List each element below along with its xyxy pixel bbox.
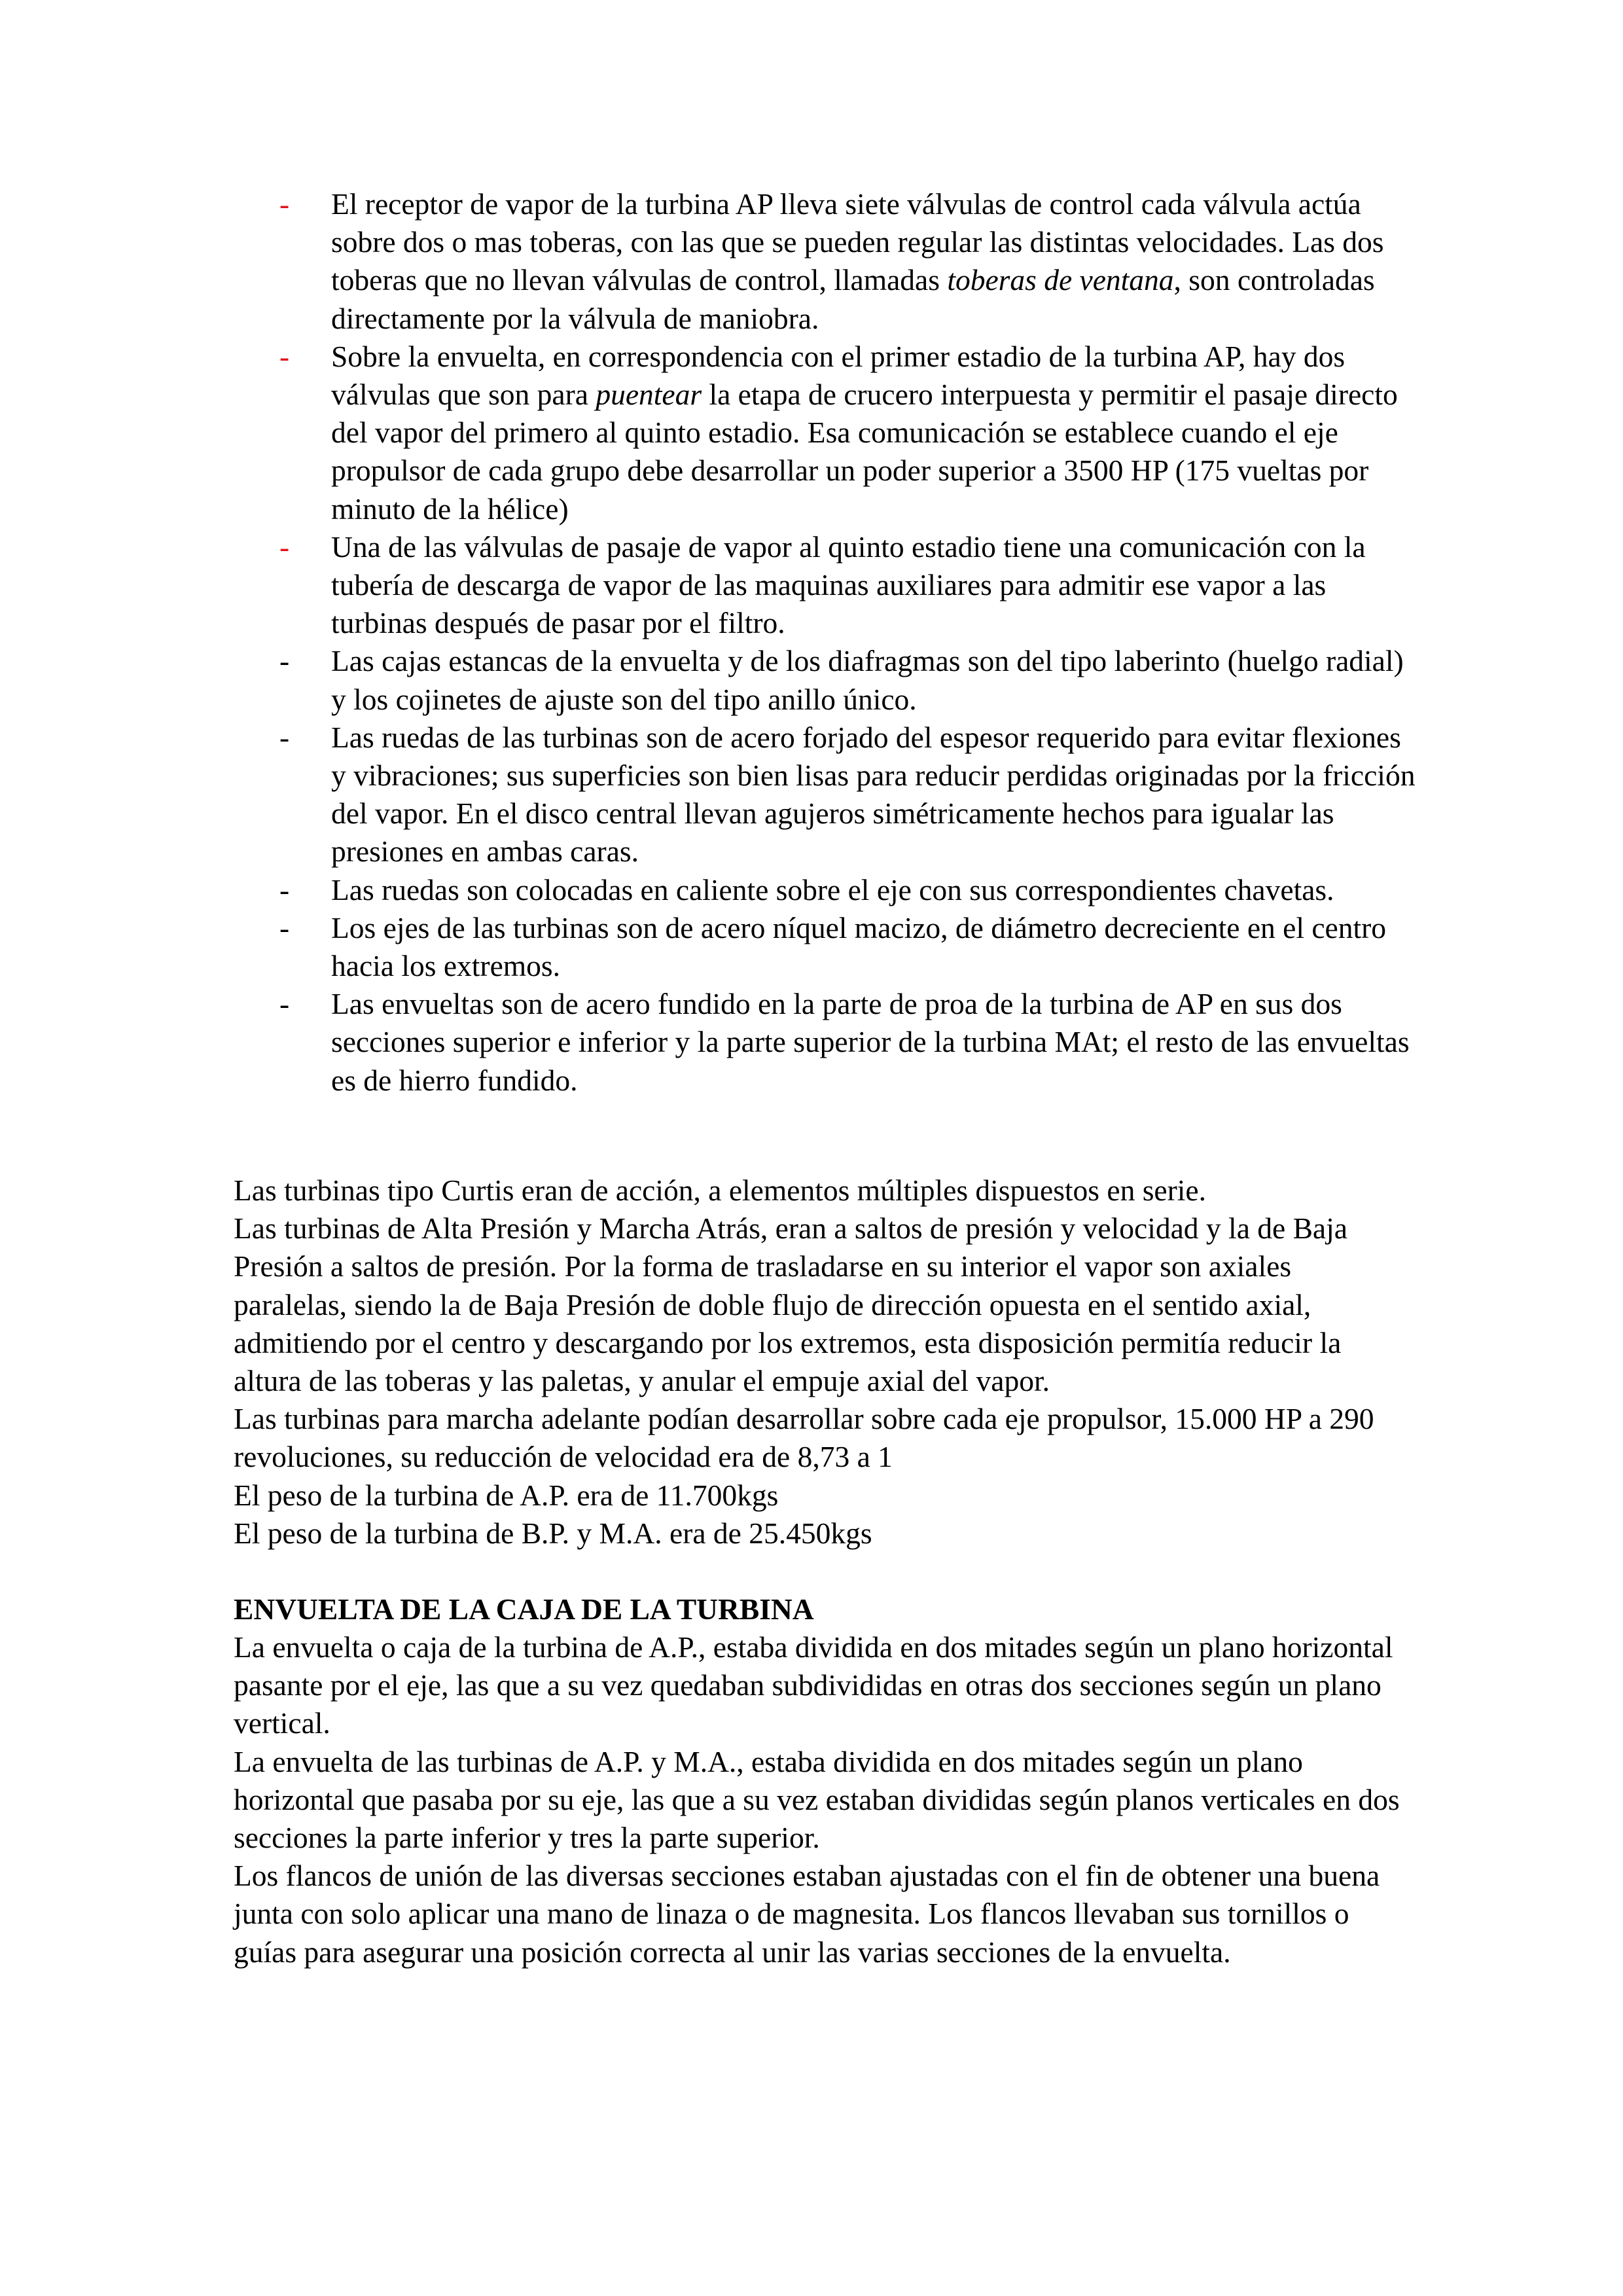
bullet-dash: -	[279, 910, 290, 944]
bullet-item	[0, 338, 1418, 528]
bullet-dash: -	[279, 720, 290, 754]
paragraph: Las turbinas de Alta Presión y Marcha Atrás, eran a saltos de presión y velocidad y la de Baja Presión a saltos de presión. Por la forma de trasladarse en su interior el vapor son axiales paralelas, siendo la de Baja Presión de doble flujo de dirección opuesta en el sentido axial, admitiendo por el centro y descargando por los extremos, esta disposición permitía reducir la altura de las toberas y las paletas, y anular el empuje axial del vapor.	[234, 1211, 1347, 1398]
bullet-text: El receptor de vapor de la turbina AP lleva siete válvulas de control cada válvula actúa sobre dos o mas toberas, con las que se pueden regular las distintas velocidades. Las dos toberas que no llevan válvulas de control, llamadas	[331, 187, 1384, 297]
bullet-item	[0, 985, 1418, 1100]
section-heading: ENVUELTA DE LA CAJA DE LA TURBINA	[234, 1592, 814, 1626]
bullet-item	[0, 909, 1418, 985]
paragraph: La envuelta de las turbinas de A.P. y M.A., estaba dividida en dos mitades según un plano horizontal que pasaba por su eje, las que a su vez estaban divididas según planos verticales en dos secciones la parte inferior y tres la parte superior.	[234, 1744, 1400, 1855]
bullet-text: Las envueltas son de acero fundido en la parte de proa de la turbina de AP en sus dos secciones superior e inferior y la parte superior de la turbina MAt; el resto de las envueltas es de hierro fundido.	[331, 987, 1410, 1097]
paragraph: La envuelta o caja de la turbina de A.P., estaba dividida en dos mitades según un plano horizontal pasante por el eje, las que a su vez quedaban subdivididas en otras dos secciones según un plano vertical.	[234, 1630, 1393, 1740]
casing-description-block	[234, 1628, 1412, 1971]
bullet-dash: -	[279, 529, 290, 564]
bullet-emphasis: toberas de ventana	[947, 263, 1174, 297]
bullet-text-tail: la etapa de crucero interpuesta y permitir el pasaje directo del vapor del primero al quinto estadio. Esa comunicación se establece cuando el eje propulsor de cada grupo debe desarrollar un poder superior a 3500 HP (175 vueltas por minuto de la hélice)	[331, 378, 1398, 526]
bullet-item	[0, 185, 1418, 338]
bullet-text-tail: , son controladas directamente por la válvula de maniobra.	[331, 263, 1375, 335]
bullet-text: Las cajas estancas de la envuelta y de los diafragmas son del tipo laberinto (huelgo radial) y los cojinetes de ajuste son del tipo anillo único.	[331, 644, 1404, 716]
bullet-dash: -	[279, 987, 290, 1021]
bullet-text: Sobre la envuelta, en correspondencia con el primer estadio de la turbina AP, hay dos válvulas que son para	[331, 339, 1346, 412]
bullet-item	[0, 719, 1418, 871]
paragraph: El peso de la turbina de B.P. y M.A. era de 25.450kgs	[234, 1516, 872, 1550]
turbine-description-block	[234, 1172, 1412, 1552]
bullet-text: Una de las válvulas de pasaje de vapor al quinto estadio tiene una comunicación con la tubería de descarga de vapor de las maquinas auxiliares para admitir ese vapor a las turbinas después de pasar por el filtro.	[331, 529, 1366, 640]
bullet-emphasis: puentear	[596, 378, 702, 412]
bullet-text: Los ejes de las turbinas son de acero níquel macizo, de diámetro decreciente en el centro hacia los extremos.	[331, 910, 1387, 983]
paragraph: Los flancos de unión de las diversas secciones estaban ajustadas con el fin de obtener una buena junta con solo aplicar una mano de linaza o de magnesita. Los flancos llevaban sus tornillos o guías para asegurar una posición correcta al unir las varias secciones de la envuelta.	[234, 1859, 1380, 1969]
bullet-item	[0, 528, 1418, 643]
bullet-text: Las ruedas son colocadas en caliente sobre el eje con sus correspondientes chavetas.	[331, 872, 1334, 906]
paragraph: Las turbinas tipo Curtis eran de acción, a elementos múltiples dispuestos en serie.	[234, 1174, 1206, 1207]
paragraph: Las turbinas para marcha adelante podían desarrollar sobre cada eje propulsor, 15.000 HP a 290 revoluciones, su reducción de velocidad era de 8,73 a 1	[234, 1402, 1374, 1474]
bullet-text: Las ruedas de las turbinas son de acero forjado del espesor requerido para evitar flexiones y vibraciones; sus superficies son bien lisas para reducir perdidas originadas por la fricción del vapor. En el disco central llevan agujeros simétricamente hechos para igualar las presiones en ambas caras.	[331, 720, 1416, 869]
bullet-dash: -	[279, 187, 290, 221]
paragraph: El peso de la turbina de A.P. era de 11.700kgs	[234, 1478, 779, 1512]
bullet-dash: -	[279, 644, 290, 678]
bullet-dash: -	[279, 872, 290, 906]
bullet-list	[0, 185, 1623, 1100]
bullet-dash: -	[279, 339, 290, 373]
bullet-item	[0, 871, 1418, 909]
bullet-item	[0, 642, 1418, 718]
